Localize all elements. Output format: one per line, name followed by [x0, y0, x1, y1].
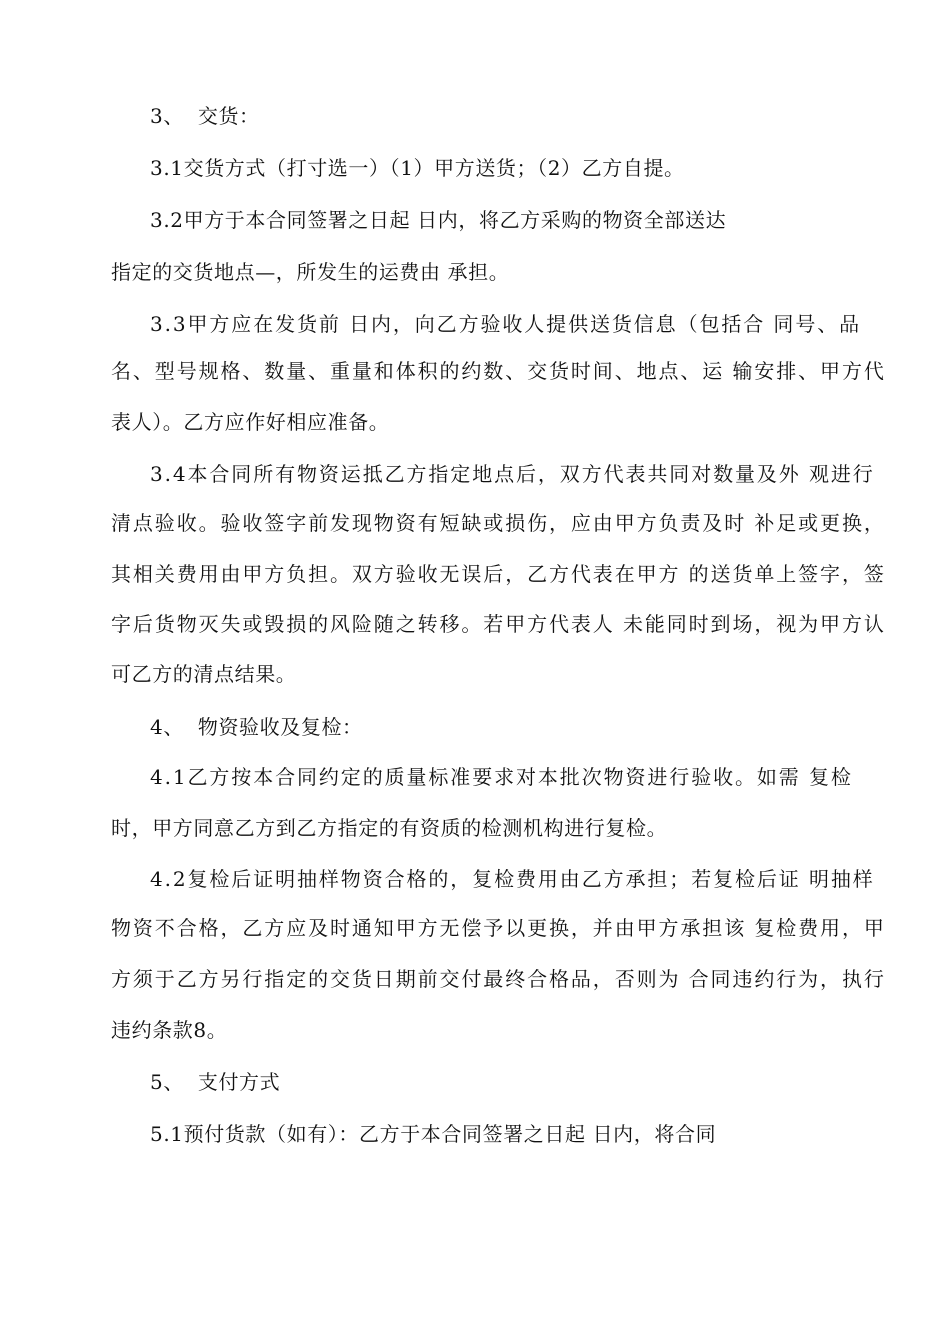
- clause-4-2-line-3: 方须于乙方另行指定的交货日期前交付最终合格品，否则为 合同违约行为，执行: [111, 967, 886, 991]
- clause-3-2-line-1: 3.2甲方于本合同签署之日起 日内，将乙方采购的物资全部送达: [150, 208, 727, 232]
- clause-3-4-line-1: 3.4本合同所有物资运抵乙方指定地点后，双方代表共同对数量及外 观进行: [150, 462, 875, 486]
- clause-3-4-line-4: 字后货物灭失或毁损的风险随之转移。若甲方代表人 未能同时到场，视为甲方认: [111, 612, 886, 636]
- clause-3-3-line-2: 名、型号规格、数量、重量和体积的约数、交货时间、地点、运 输安排、甲方代: [111, 359, 886, 383]
- clause-3-1: 3.1交货方式（打寸选一）（1）甲方送货；（2）乙方自提。: [150, 156, 685, 180]
- section-3-heading: 3、 交货：: [150, 104, 260, 128]
- clause-3-4-line-3: 其相关费用由甲方负担。双方验收无误后，乙方代表在甲方 的送货单上签字，签: [111, 562, 886, 586]
- clause-4-2-line-2: 物资不合格，乙方应及时通知甲方无偿予以更换，并由甲方承担该 复检费用，甲: [111, 916, 886, 940]
- clause-3-4-line-2: 清点验收。验收签字前发现物资有短缺或损伤，应由甲方负责及时 补足或更换，: [111, 511, 886, 535]
- clause-3-2-line-2: 指定的交货地点—，所发生的运费由 承担。: [111, 260, 510, 284]
- clause-4-2-line-1: 4.2复检后证明抽样物资合格的，复检费用由乙方承担；若复检后证 明抽样: [150, 867, 875, 891]
- section-5-heading: 5、 支付方式: [150, 1070, 281, 1094]
- clause-3-3-line-3: 表人）。乙方应作好相应准备。: [111, 410, 390, 434]
- clause-3-3-line-1: 3.3甲方应在发货前 日内，向乙方验收人提供送货信息（包括合 同号、品: [150, 312, 862, 336]
- clause-4-1-line-2: 时，甲方同意乙方到乙方指定的有资质的检测机构进行复检。: [111, 816, 668, 840]
- section-4-heading: 4、 物资验收及复检：: [150, 715, 363, 739]
- clause-4-2-line-4: 违约条款8。: [111, 1018, 228, 1042]
- clause-4-1-line-1: 4.1乙方按本合同约定的质量标准要求对本批次物资进行验收。如需 复检: [150, 765, 853, 789]
- clause-5-1-line-1: 5.1预付货款（如有）：乙方于本合同签署之日起 日内，将合同: [150, 1122, 717, 1146]
- clause-3-4-line-5: 可乙方的清点结果。: [111, 662, 297, 686]
